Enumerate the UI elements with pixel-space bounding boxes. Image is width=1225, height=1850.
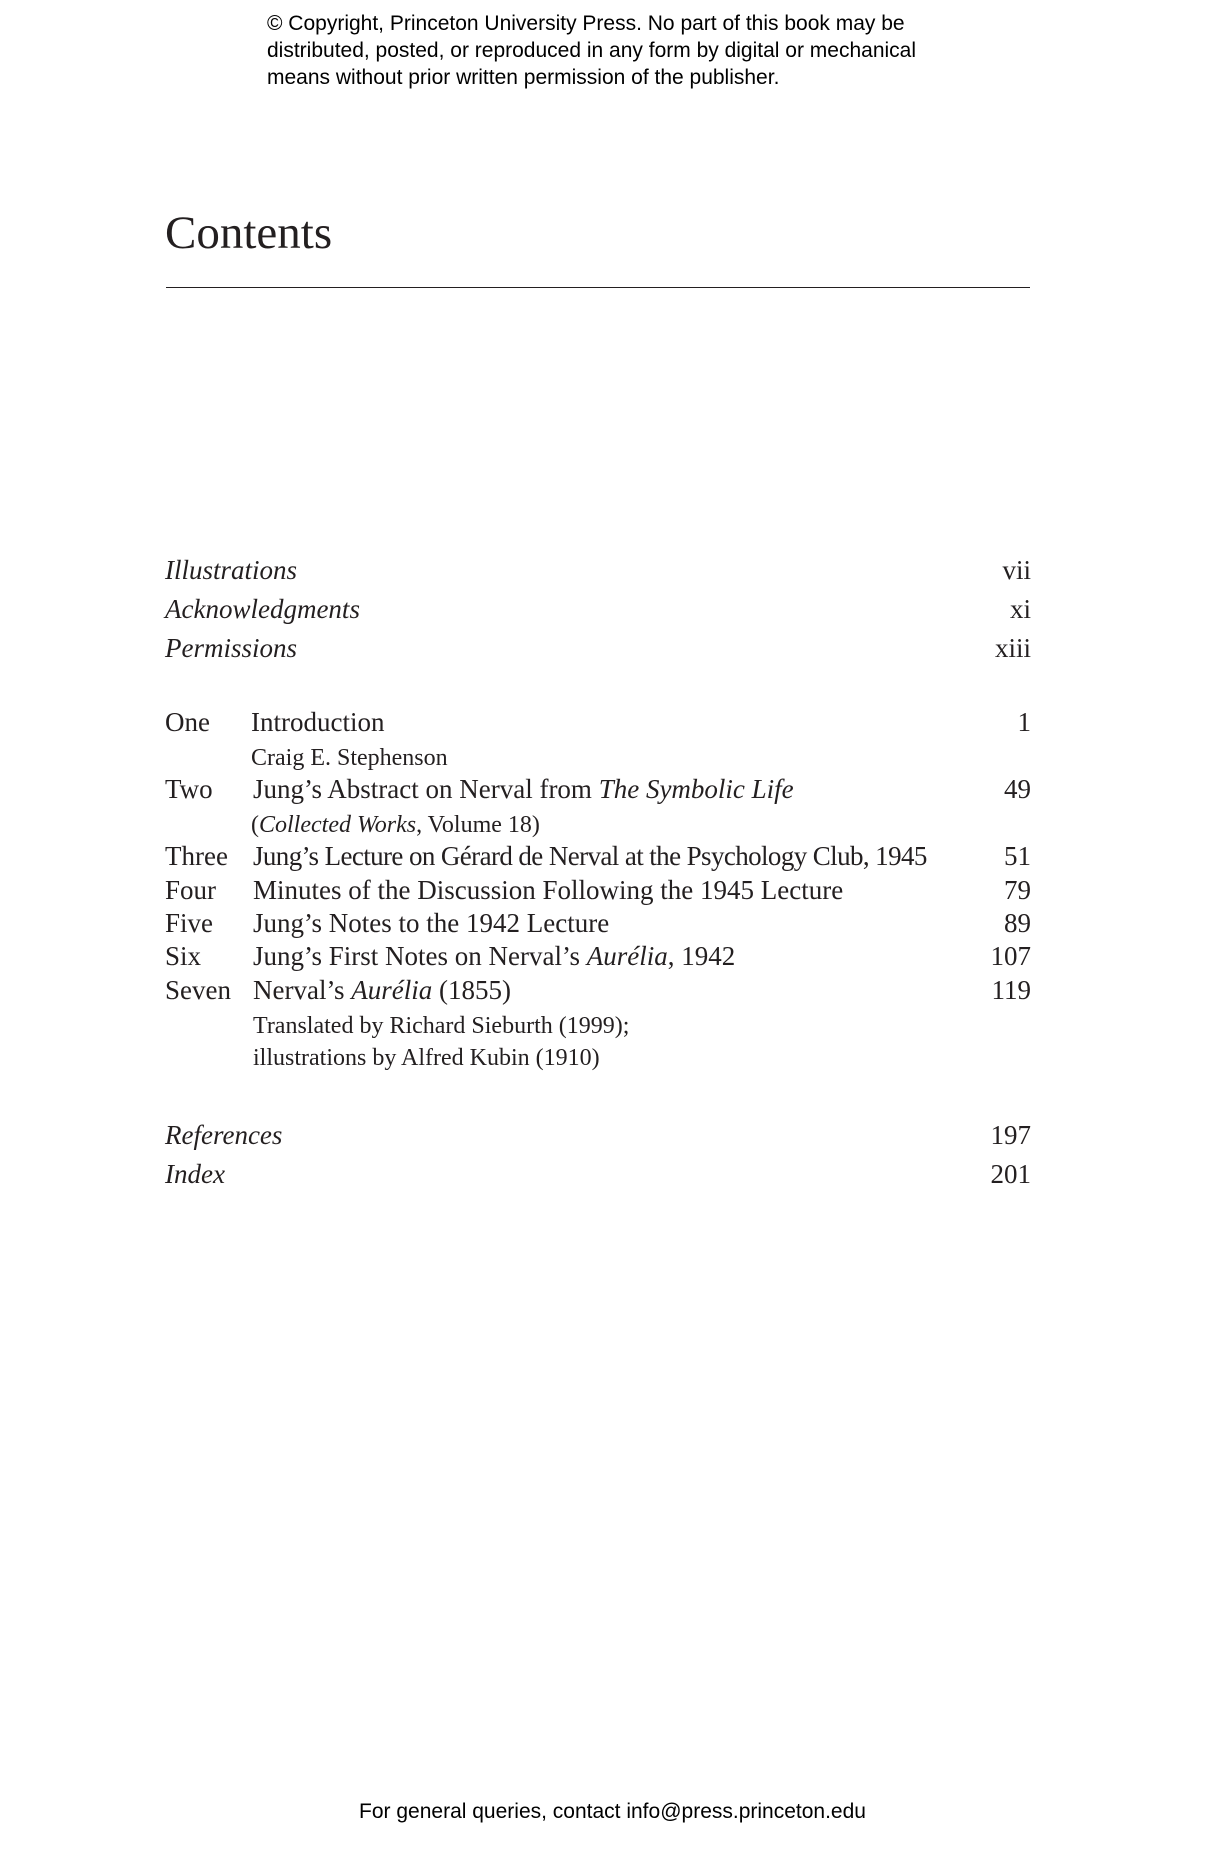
- chapter-title: Minutes of the Discussion Following the 1945 Lecture: [253, 875, 844, 905]
- toc-page-number: 201: [990, 1159, 1031, 1189]
- toc-label: Permissions: [165, 633, 298, 663]
- toc-page-number: vii: [1002, 555, 1031, 585]
- toc-label: Illustrations: [165, 555, 298, 585]
- chapter-number: Seven: [165, 975, 231, 1005]
- toc-entry-illustrations[interactable]: [165, 552, 1031, 588]
- toc-page-number: 89: [1004, 908, 1031, 938]
- chapter-number: Six: [165, 941, 202, 971]
- toc-entry-chapter-three[interactable]: [165, 838, 1031, 874]
- chapter-number: Five: [165, 908, 214, 938]
- toc-page-number: 49: [1004, 774, 1031, 804]
- toc-page-number: xiii: [994, 633, 1031, 663]
- chapter-illustrator-note: illustrations by Alfred Kubin (1910): [253, 1045, 600, 1071]
- title-rule: [166, 287, 1030, 288]
- toc-label: Index: [165, 1159, 225, 1189]
- footer-contact: For general queries, contact info@press.princeton.edu: [359, 1800, 866, 1823]
- toc-entry-chapter-one[interactable]: [165, 704, 1031, 740]
- toc-entry-chapter-six[interactable]: [165, 938, 1031, 974]
- toc-entry-permissions[interactable]: [165, 630, 1031, 666]
- chapter-title: Jung’s Notes to the 1942 Lecture: [253, 908, 610, 938]
- toc-entry-chapter-five[interactable]: [165, 905, 1031, 941]
- toc-label: References: [165, 1120, 283, 1150]
- chapter-title: Jung’s Abstract on Nerval from The Symbolic Life: [253, 774, 794, 804]
- toc-entry-index[interactable]: [165, 1156, 1031, 1192]
- copyright-line-2: distributed, posted, or reproduced in any form by digital or mechanical: [267, 39, 917, 62]
- chapter-number: Two: [165, 774, 213, 804]
- toc-entry-chapter-seven[interactable]: [165, 972, 1031, 1008]
- toc-page-number: 107: [990, 941, 1031, 971]
- toc-entry-references[interactable]: [165, 1117, 1031, 1153]
- chapter-source-note: (Collected Works, Volume 18): [251, 812, 540, 838]
- chapter-author: Craig E. Stephenson: [251, 745, 448, 771]
- toc-page-number: 51: [1004, 841, 1031, 871]
- chapter-title: Jung’s Lecture on Gérard de Nerval at the Psychology Club, 1945: [253, 841, 927, 871]
- chapter-title: Introduction: [251, 707, 385, 737]
- toc-label: Acknowledgments: [165, 594, 360, 624]
- chapter-number: Four: [165, 875, 217, 905]
- toc-page-number: xi: [1009, 594, 1031, 624]
- chapter-title: Jung’s First Notes on Nerval’s Aurélia, 1942: [253, 941, 736, 971]
- chapter-number: One: [165, 707, 210, 737]
- copyright-line-1: © Copyright, Princeton University Press. No part of this book may be: [267, 12, 905, 35]
- toc-page-number: 1: [1017, 707, 1031, 737]
- toc-page-number: 197: [990, 1120, 1031, 1150]
- chapter-title: Nerval’s Aurélia (1855): [253, 975, 511, 1005]
- toc-page-number: 119: [991, 975, 1031, 1005]
- toc-page-number: 79: [1004, 875, 1031, 905]
- toc-entry-chapter-two[interactable]: [165, 771, 1031, 807]
- toc-entry-acknowledgments[interactable]: [165, 591, 1031, 627]
- toc-entry-chapter-four[interactable]: [165, 872, 1031, 908]
- page-title: Contents: [165, 207, 333, 259]
- copyright-notice: [267, 10, 1027, 91]
- chapter-translator-note: Translated by Richard Sieburth (1999);: [253, 1013, 630, 1039]
- copyright-line-3: means without prior written permission of the publisher.: [267, 66, 780, 89]
- chapter-number: Three: [165, 841, 228, 871]
